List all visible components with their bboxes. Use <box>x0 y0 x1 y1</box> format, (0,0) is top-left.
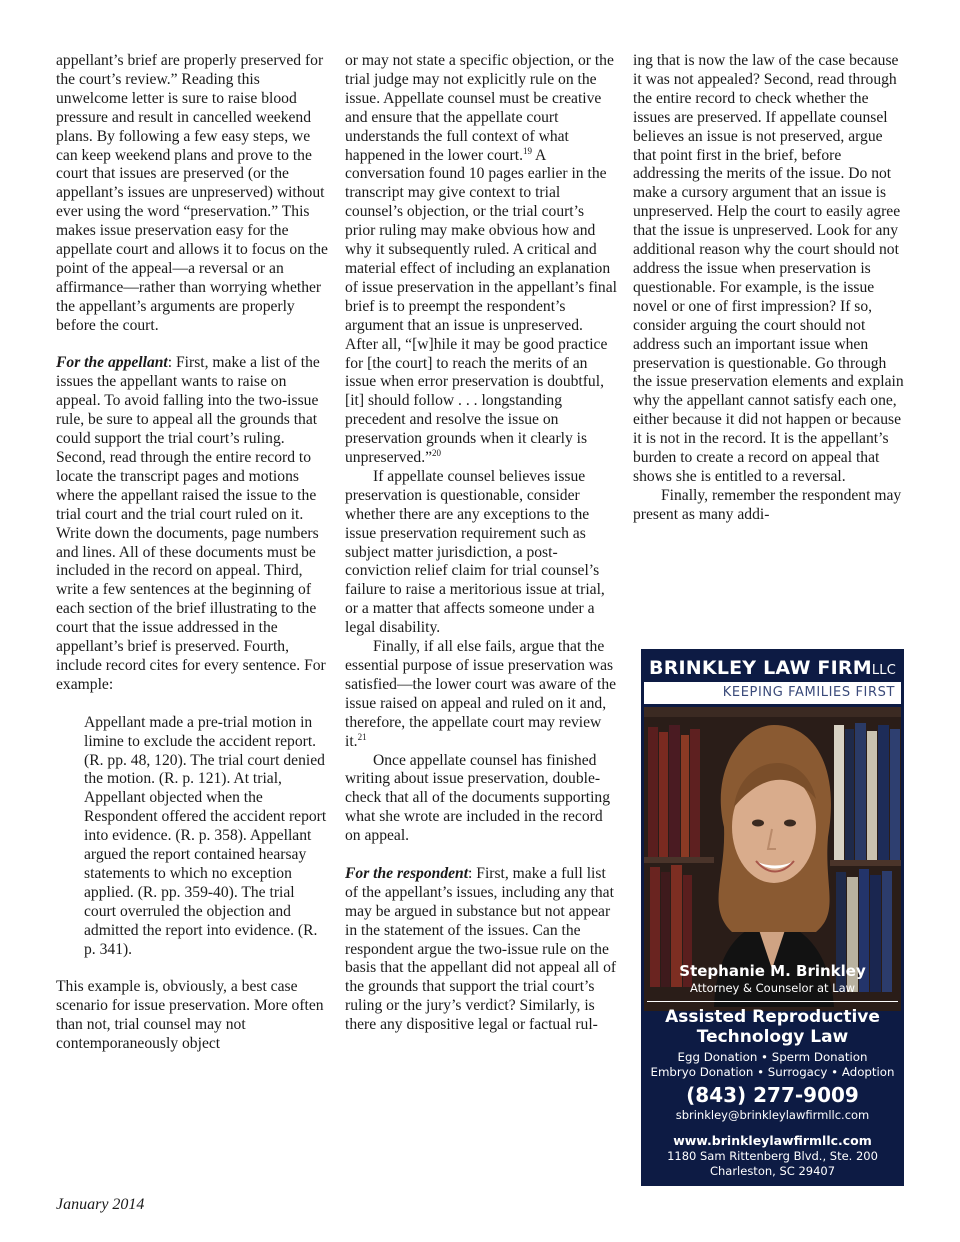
footnote-ref: 19 <box>522 145 532 156</box>
paragraph: This example is, obviously, a best case scenario for issue preservation. More often than not, trial counsel may not contemporaneously object <box>56 978 324 1053</box>
block-quote: Appellant made a pre-trial motion in limine to exclude the accident report. (R. pp. 48, 120). The trial court denied the motion. (R. p. 121). At trial, Appellant objected when the Respondent offered the accident report into evidence. (R. p. 358). Appellant argued the report contained hearsay statements to which no exception applied. (R. pp. 359-40). The trial court overruled the objection and admitted the report into evidence. (R. p. 341). <box>84 713 327 958</box>
paragraph: For the appellant: First, make a list of the issues the appellant wants to raise on appeal. To avoid falling into the two-issue rule, be sure to appeal all the grounds that could support the trial court’s ruling. Second, read through the entire record to locate the transcript pages and motions where the appellant raised the issue to the trial court and the trial court ruled on it. Write down the documents, page numbers and lines. All of these documents must be included in the record on appeal. Third, write a few sentences at the beginning of each section of the brief illustrating to the court that the issue addressed in the appellant’s brief is preserved. Fourth, include record cites for every sentence. For example: <box>56 354 326 693</box>
paragraph: For the respondent: First, make a full list of the appellant’s issues, including any that may be argued in substance but not appear in the statement of the issues. Can the respondent argue the two-issue rule on the basis that the appellant did not appeal all of the grounds that support the trial court’s ruling or the jury’s verdict? Similarly, is there any dispositive legal or factual rul- <box>345 864 617 1034</box>
issue-date: January 2014 <box>56 1196 145 1213</box>
practice-specialty: Assisted Reproductive Technology Law <box>665 1007 880 1047</box>
footnote-ref: 20 <box>432 448 442 459</box>
attorney-name: Stephanie M. Brinkley <box>679 962 866 980</box>
section-heading-appellant: For the appellant <box>56 354 168 372</box>
services-line-2: Embryo Donation • Surrogacy • Adoption <box>650 1065 895 1079</box>
paragraph: If appellate counsel believes issue preservation is questionable, consider whether there are any exceptions to the issue preservation requirement such as subject matter jurisdiction, a post-conviction relief claim for trial counsel’s failure to raise a meritorious issue at trial, or a matter that affects someone under a legal disability. <box>345 467 605 637</box>
email-address: sbrinkley@brinkleylawfirmllc.com <box>675 1108 870 1122</box>
ad-tagline-bar <box>644 682 901 704</box>
footnote-ref: 21 <box>357 731 367 742</box>
article-column-3 <box>633 52 905 525</box>
law-firm-advertisement <box>641 649 904 1186</box>
website-url: www.brinkleylawfirmllc.com <box>673 1133 872 1148</box>
address-line-2: Charleston, SC 29407 <box>709 1164 836 1178</box>
divider <box>647 1001 898 1002</box>
ad-tagline: KEEPING FAMILIES FIRST <box>722 685 895 700</box>
paragraph: Finally, if all else fails, argue that the essential purpose of issue preservation was satisfied—the lower court was aware of the issue raised on appeal and ruled on it and, therefore, the appellate court may review it.$^{21}$ <box>345 638 617 750</box>
section-heading-respondent: For the respondent <box>345 864 469 882</box>
paragraph: or may not state a specific objection, or the trial judge may not explicitly rule on the issue. Appellate counsel must be creative and ensure that the appellate court understands the full context of what happened in the lower court.$^{19}$ A conversation found 10 pages earlier in the transcript may give context to trial counsel’s objection, or the trial court’s prior ruling may make obvious how and why it subsequently ruled. A critical and material effect of including an explanation of issue preservation in the appellant’s final brief is to preempt the respondent’s argument that an issue is unpreserved. After all, “[w]hile it may be good practice for [the court] to reach the merits of an issue when error preservation is doubtful, [it] should follow . . . longstanding precedent and resolve the issue on preservation grounds when it clearly is unpreserved.”$^{20}$ <box>345 52 617 467</box>
ad-firm-name: BRINKLEY LAW FIRMLLC <box>649 657 896 679</box>
paragraph: Finally, remember the respondent may present as many addi- <box>633 486 902 523</box>
article-column-2 <box>345 52 618 1035</box>
attorney-title: Attorney & Counselor at Law <box>689 981 856 995</box>
article-column-1 <box>56 52 328 1054</box>
paragraph: Once appellate counsel has finished writing about issue preservation, double-check that all of the documents supporting what she wrote are included in the record on appeal. <box>345 751 611 845</box>
paragraph: ing that is now the law of the case because it was not appealed? Second, read through the entire record to check whether the issues are preserved. If appellate counsel believes an issue is not preserved, argue that point first in the brief, before addressing the merits of the issue. Do not make a cursory argument that an issue is unpreserved. Help the court to easily agree that the issue is unpreserved. Look for any additional reason why the court should not address the issue when preservation is questionable. For example, is the issue novel or one of first impression? If so, consider arguing the court should not address such an important issue when preservation is questionable. Go through the issue preservation elements and explain why the appellant cannot satisfy each one, either because it did not happen or because it is not in the record. It is the appellant’s burden to create a record on appeal that shows she is entitled to a reversal. <box>633 52 904 485</box>
address-line-1: 1180 Sam Rittenberg Blvd., Ste. 200 <box>667 1149 878 1163</box>
paragraph: appellant’s brief are properly preserved for the court’s review.” Reading this unwelcome letter is sure to raise blood pressure and result in cancelled weekend plans. By following a few easy steps, we can keep weekend plans and prove to the court that issues are preserved (or the appellant’s issues are unpreserved) without ever using the word “preservation.” This makes issue preservation easy for the appellate court and allows it to focus on the point of the appeal—a reversal or an affirmance—rather than worrying whether the appellant’s arguments are properly before the court. <box>56 52 328 334</box>
phone-number: (843) 277-9009 <box>686 1083 859 1107</box>
services-line-1: Egg Donation • Sperm Donation <box>677 1050 868 1064</box>
